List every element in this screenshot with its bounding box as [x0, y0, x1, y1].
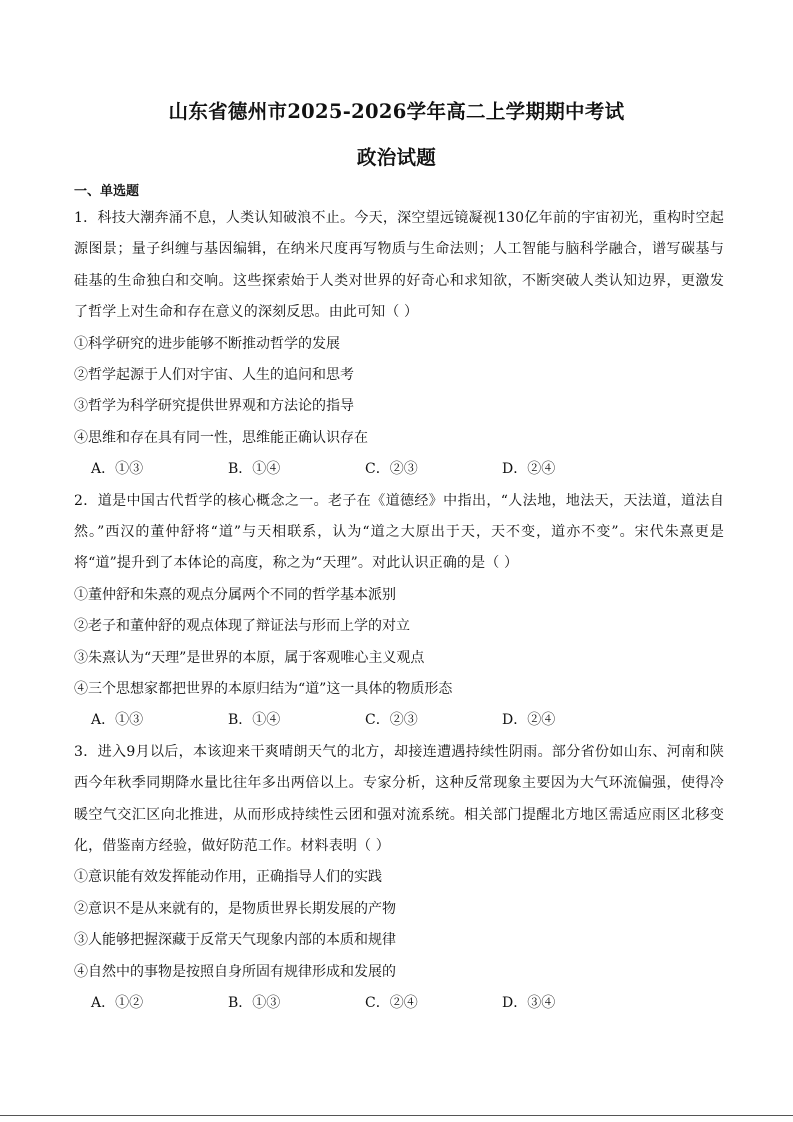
answer-options	[74, 705, 724, 736]
option-b[interactable]: B．①④	[228, 712, 281, 729]
option-d[interactable]: D．③④	[502, 994, 556, 1011]
question-stem: 1．科技大潮奔涌不息，人类认知破浪不止。今天，深空望远镜凝视130亿年前的宇宙初光，重构时空起源图景；量子纠缠与基因编辑，在纳米尺度再写物质与生命法则；人工智能与脑科学融合，谱写碳基与硅基的生命独白和交响。这些探索始于人类对世界的好奇心和求知欲，不断突破人类认知边界，更激发了哲学上对生命和存在意义的深刻反思。由此可知（ ）	[74, 210, 724, 321]
section-heading: 一、单选题	[74, 184, 140, 199]
option-a[interactable]: A．①②	[91, 994, 144, 1011]
option-a[interactable]: A．①③	[91, 712, 144, 729]
exam-title: 山东省德州市2025-2026学年高二上学期期中考试	[168, 100, 625, 123]
statement-item: ①意识能有效发挥能动作用，正确指导人们的实践	[74, 869, 382, 886]
question-stem: 2．道是中国古代哲学的核心概念之一。老子在《道德经》中指出，“人法地，地法天，天法道，道法自然。”西汉的董仲舒将“道”与天相联系，认为“道之大原出于天，天不变，道亦不变”。宋代朱熹更是将“道”提升到了本体论的高度，称之为“天理”。对此认识正确的是（ ）	[74, 492, 724, 572]
option-a[interactable]: A．①③	[91, 461, 144, 478]
option-c[interactable]: C．②④	[365, 994, 418, 1011]
statement-item: ④思维和存在具有同一性，思维能正确认识存在	[74, 429, 368, 446]
option-d[interactable]: D．②④	[502, 712, 556, 729]
option-c[interactable]: C．②③	[365, 461, 418, 478]
option-b[interactable]: B．①③	[228, 994, 281, 1011]
question-stem: 3．进入9月以后，本该迎来干爽晴朗天气的北方，却接连遭遇持续性阴雨。部分省份如山东、河南和陕西今年秋季同期降水量比往年多出两倍以上。专家分析，这种反常现象主要因为大气环流偏强，使得冷暖空气交汇区向北推进，从而形成持续性云团和强对流系统。相关部门提醒北方地区需适应雨区北移变化，借鉴南方经验，做好防范工作。材料表明（ ）	[74, 743, 724, 854]
statement-item: ①董仲舒和朱熹的观点分属两个不同的哲学基本派别	[74, 586, 396, 603]
statement-item: ②老子和董仲舒的观点体现了辩证法与形而上学的对立	[74, 618, 410, 635]
statement-item: ②哲学起源于人们对宇宙、人生的追问和思考	[74, 367, 354, 384]
option-b[interactable]: B．①④	[228, 461, 281, 478]
option-d[interactable]: D．②④	[502, 461, 556, 478]
page-bottom-divider	[0, 1115, 793, 1116]
exam-subject-title: 政治试题	[356, 146, 437, 169]
question-1	[74, 203, 724, 486]
statement-item: ①科学研究的进步能够不断推动哲学的发展	[74, 335, 340, 352]
statement-item: ③朱熹认为“天理”是世界的本原，属于客观唯心主义观点	[74, 649, 425, 666]
option-c[interactable]: C．②③	[365, 712, 418, 729]
statement-item: ④自然中的事物是按照自身所固有规律形成和发展的	[74, 963, 396, 980]
question-3	[74, 737, 724, 1020]
statement-item: ③人能够把握深藏于反常天气现象内部的本质和规律	[74, 932, 396, 949]
statement-item: ②意识不是从来就有的，是物质世界长期发展的产物	[74, 900, 396, 917]
question-2	[74, 486, 724, 737]
statement-item: ④三个思想家都把世界的本原归结为“道”这一具体的物质形态	[74, 680, 453, 697]
questions-list	[74, 203, 724, 1019]
answer-options	[74, 988, 724, 1019]
answer-options	[74, 454, 724, 485]
statement-item: ③哲学为科学研究提供世界观和方法论的指导	[74, 398, 354, 415]
